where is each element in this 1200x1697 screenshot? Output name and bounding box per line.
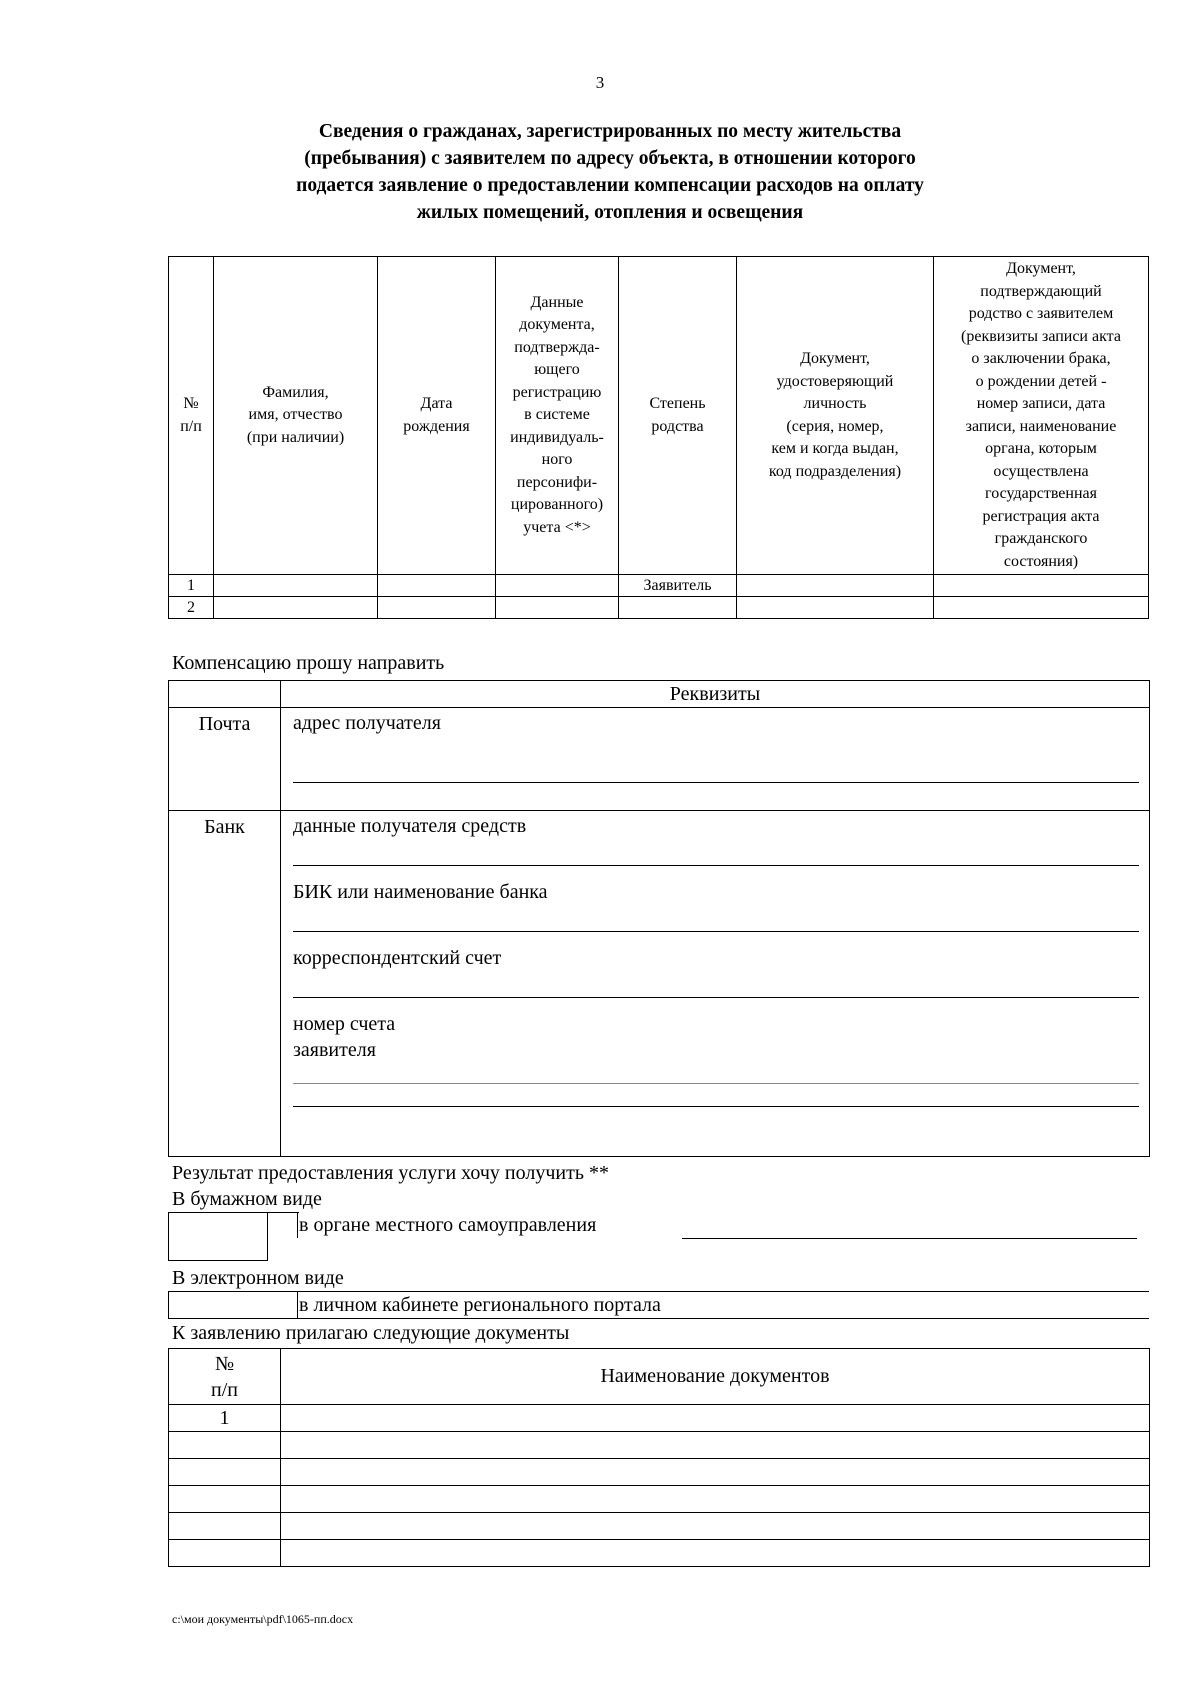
corr-account-label: корреспондентский счет — [293, 947, 502, 969]
header-id-document: Документ, удостоверяющий личность (серия, номер, кем и когда выдан, код подразделения) — [737, 257, 934, 575]
table-row — [169, 1405, 1150, 1432]
header-fullname: Фамилия, имя, отчество (при наличии) — [214, 257, 378, 575]
paper-option-label: в органе местного самоуправления — [299, 1214, 597, 1236]
file-path-footer: c:\мои документы\pdf\1065-пп.docx — [172, 1612, 354, 1626]
header-kinship-document: Документ, подтверждающий родство с заявителем (реквизиты записи акта о заключении брака, о рождении детей - номер записи, дата записи, наименование органа, которым осуществлена государственная регистрация акта гражданского состояния) — [934, 257, 1149, 575]
table-row — [169, 1486, 1150, 1513]
cell[interactable] — [214, 597, 378, 619]
header-num: № п/п — [169, 257, 214, 575]
document-name-cell[interactable] — [281, 1459, 1150, 1486]
cell[interactable] — [619, 597, 737, 619]
cell[interactable] — [214, 575, 378, 597]
documents-header-num: № п/п — [169, 1349, 281, 1405]
paper-divider — [297, 1212, 298, 1238]
document-name-cell[interactable] — [281, 1432, 1150, 1459]
page-number: 3 — [595, 73, 605, 92]
cell: Заявитель — [619, 575, 737, 597]
title-line: жилых помещений, отопления и освещения — [416, 202, 804, 223]
mail-section — [281, 708, 1150, 811]
title-line: (пребывания) с заявителем по адресу объекта, в отношении которого — [304, 148, 916, 169]
table-row — [169, 1432, 1150, 1459]
cell[interactable] — [378, 575, 496, 597]
cell[interactable] — [496, 575, 619, 597]
cell[interactable] — [934, 597, 1149, 619]
table-row — [169, 1459, 1150, 1486]
header-birthdate: Дата рождения — [378, 257, 496, 575]
table-row — [169, 1513, 1150, 1540]
account-number-label: номер счета заявителя — [293, 1013, 396, 1061]
table-row — [169, 1540, 1150, 1567]
cell: 1 — [169, 1405, 281, 1432]
document-name-cell[interactable] — [281, 1540, 1150, 1567]
table-row — [169, 597, 1149, 619]
documents-table — [168, 1348, 1150, 1567]
document-title — [170, 118, 1050, 226]
table-row — [169, 575, 1149, 597]
header-snils: Данные документа, подтвержда- ющего регистрацию в системе индивидуаль- ного персонифи- цированного) учета <*> — [496, 257, 619, 575]
cell[interactable] — [378, 597, 496, 619]
compensation-label: Компенсацию прошу направить — [172, 652, 445, 674]
cell: 1 — [169, 575, 214, 597]
electronic-top-line — [168, 1291, 1149, 1292]
cell — [169, 1459, 281, 1486]
corr-account-field[interactable] — [293, 971, 1139, 998]
bank-label: Банк — [169, 811, 281, 1157]
electronic-bottom-line — [168, 1318, 1149, 1319]
cell[interactable] — [737, 597, 934, 619]
header-relation: Степень родства — [619, 257, 737, 575]
account-number-field[interactable] — [293, 1084, 1139, 1107]
recipient-data-field[interactable] — [293, 839, 1139, 866]
electronic-checkbox[interactable] — [168, 1293, 296, 1318]
document-name-cell[interactable] — [281, 1405, 1150, 1432]
citizens-table — [168, 256, 1149, 619]
requisites-table — [168, 680, 1150, 1157]
bic-label: БИК или наименование банка — [293, 881, 548, 903]
cell[interactable] — [934, 575, 1149, 597]
documents-label: К заявлению прилагаю следующие документы — [172, 1322, 570, 1344]
account-number-dash — [293, 1063, 1139, 1084]
document-name-cell[interactable] — [281, 1513, 1150, 1540]
cell — [169, 1540, 281, 1567]
result-label: Результат предоставления услуги хочу получить ** — [172, 1162, 609, 1184]
paper-checkbox[interactable] — [168, 1212, 268, 1261]
recipient-data-label: данные получателя средств — [293, 815, 527, 837]
recipient-address-label: адрес получателя — [293, 712, 441, 734]
cell — [169, 1513, 281, 1540]
cell[interactable] — [496, 597, 619, 619]
requisites-header: Реквизиты — [281, 681, 1150, 708]
cell: 2 — [169, 597, 214, 619]
bank-section — [281, 811, 1150, 1157]
requisites-header-empty — [169, 681, 281, 708]
electronic-option-label: в личном кабинете регионального портала — [299, 1294, 661, 1316]
paper-option-field[interactable] — [682, 1238, 1137, 1239]
cell[interactable] — [737, 575, 934, 597]
document-name-cell[interactable] — [281, 1486, 1150, 1513]
recipient-address-field[interactable] — [293, 736, 1139, 783]
paper-box-extension — [266, 1212, 299, 1213]
bic-field[interactable] — [293, 905, 1139, 932]
cell — [169, 1432, 281, 1459]
mail-label: Почта — [169, 708, 281, 811]
title-line: подается заявление о предоставлении компенсации расходов на оплату — [296, 175, 924, 196]
paper-label: В бумажном виде — [172, 1188, 322, 1210]
electronic-label: В электронном виде — [172, 1267, 344, 1289]
title-line: Сведения о гражданах, зарегистрированных по месту жительства — [318, 121, 902, 142]
electronic-divider — [297, 1291, 298, 1318]
cell — [169, 1486, 281, 1513]
documents-header-name: Наименование документов — [281, 1349, 1150, 1405]
